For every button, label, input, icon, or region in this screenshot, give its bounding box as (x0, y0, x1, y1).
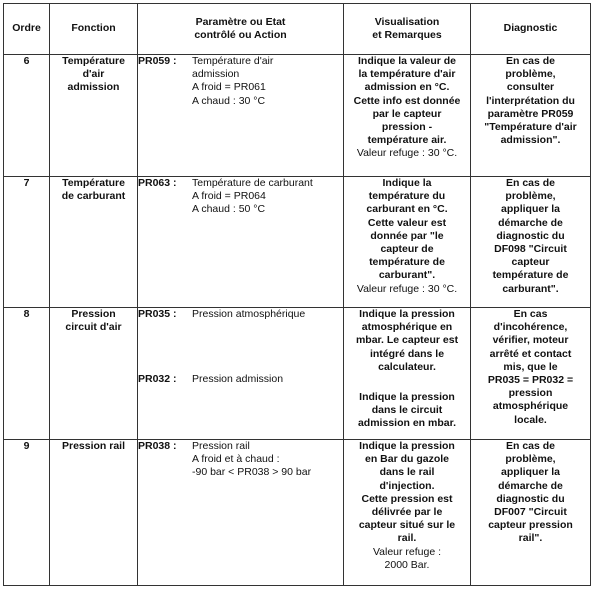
header-visualisation (344, 4, 471, 55)
param-line: Température de carburant (192, 177, 313, 189)
diag-line: En cas (513, 308, 548, 320)
fonction-line: circuit d'air (65, 321, 122, 334)
visu-line: délivrée par le (371, 506, 443, 519)
param-body (192, 440, 343, 480)
visu-line: Cette info est donnée (353, 94, 461, 107)
header-visu-line: et Remarques (372, 29, 442, 41)
param-entry (138, 373, 343, 386)
param-line: Température d'air (192, 55, 274, 67)
diag-line: d'incohérence, (493, 321, 568, 334)
visu-line: par le capteur (372, 107, 442, 120)
header-fonction: Fonction (50, 4, 138, 55)
visu-line: admission en mbar. (357, 417, 457, 430)
diag-line: consulter (506, 81, 555, 94)
visu-line: donnée par "le (370, 229, 444, 242)
visu-line: Cette pression est (361, 492, 453, 505)
cell-parametre (138, 440, 344, 586)
header-parametre (138, 4, 344, 55)
param-body (192, 177, 343, 217)
diag-line: DF007 "Circuit (494, 506, 567, 519)
param-code: PR035 : (138, 308, 177, 320)
param-entry (138, 55, 343, 108)
diag-line: démarche de (498, 479, 563, 492)
diag-line: appliquer la (501, 203, 560, 216)
cell-fonction (50, 55, 138, 177)
param-line: Pression rail (192, 440, 250, 452)
diag-line: température de (492, 269, 569, 282)
diag-line: DF098 "Circuit (494, 243, 567, 256)
diag-line: capteur (511, 256, 550, 269)
visu-line: carburant en °C. (366, 203, 448, 216)
visu-line: d'injection. (379, 479, 435, 492)
diagnostic-table (3, 3, 591, 586)
diag-line: démarche de (498, 216, 563, 229)
visu-spacer (344, 374, 470, 391)
diag-line: problème, (505, 453, 556, 466)
cell-diagnostic (471, 440, 591, 586)
cell-parametre (138, 308, 344, 440)
param-code: PR032 : (138, 373, 177, 386)
visu-refuge: 2000 Bar. (384, 558, 430, 571)
visu-refuge: Valeur refuge : 30 °C. (356, 147, 458, 160)
cell-diagnostic (471, 55, 591, 177)
diag-line: arrêté et contact (489, 347, 572, 360)
visu-line: Indique la pression (359, 308, 455, 320)
diag-line: "Température d'air (484, 121, 577, 134)
diag-line: paramètre PR059 (487, 107, 574, 120)
diag-line: pression (508, 387, 553, 400)
diag-line: rail". (518, 532, 543, 545)
visu-line: intégré dans le (369, 347, 445, 360)
param-entry (138, 308, 343, 321)
diag-line: carburant". (502, 282, 559, 295)
cell-parametre (138, 177, 344, 308)
visu-line: rail. (397, 532, 417, 545)
diag-line: locale. (514, 413, 547, 426)
visu-line: Indique la valeur de (357, 55, 457, 67)
table-row (4, 55, 591, 177)
param-line: Pression admission (192, 373, 284, 386)
cell-fonction (50, 308, 138, 440)
diag-line: mis, que le (503, 360, 558, 373)
cell-ordre: 7 (4, 177, 50, 308)
param-line: A froid et à chaud : (192, 453, 280, 466)
diag-line: vérifier, moteur (492, 334, 569, 347)
fonction-line: Température (62, 55, 125, 67)
fonction-line: de carburant (61, 190, 126, 203)
visu-refuge: Valeur refuge : 30 °C. (356, 282, 458, 295)
param-code: PR038 : (138, 440, 177, 452)
cell-visualisation (344, 177, 471, 308)
diag-line: capteur pression (488, 519, 573, 532)
param-line: A chaud : 30 °C (192, 94, 266, 107)
table-row (4, 308, 591, 440)
diag-line: problème, (505, 190, 556, 203)
param-line: Pression atmosphérique (192, 308, 306, 320)
visu-line: température air. (367, 134, 447, 147)
table-header-row (4, 4, 591, 55)
param-line: -90 bar < PR038 > 90 bar (192, 466, 312, 479)
visu-line: carburant". (378, 269, 436, 282)
param-body (192, 373, 343, 386)
param-code: PR059 : (138, 55, 177, 67)
table-row (4, 440, 591, 586)
param-body (192, 55, 343, 108)
diag-line: En cas de (505, 440, 556, 452)
param-line: A froid = PR064 (192, 190, 266, 203)
fonction-line: Pression (71, 308, 116, 320)
param-entry (138, 440, 343, 480)
cell-ordre: 9 (4, 440, 50, 586)
visu-line: en Bar du gazole (364, 453, 449, 466)
diag-line: diagnostic du (496, 229, 565, 242)
visu-line: température de (369, 256, 445, 269)
param-line: A froid = PR061 (192, 81, 266, 94)
fonction-line: Température (62, 177, 125, 189)
visu-line: pression - (381, 121, 433, 134)
visu-refuge: Valeur refuge : (372, 545, 442, 558)
cell-visualisation (344, 55, 471, 177)
param-body (192, 308, 343, 321)
fonction-line: Pression rail (61, 440, 126, 452)
diag-line: problème, (505, 68, 556, 81)
table-row (4, 177, 591, 308)
diag-line: l'interprétation du (486, 94, 575, 107)
visu-line: calculateur. (378, 360, 436, 373)
diag-line: En cas de (505, 55, 556, 67)
header-ordre: Ordre (4, 4, 50, 55)
cell-fonction (50, 440, 138, 586)
visu-line: dans le rail (379, 466, 435, 479)
header-param-line: contrôlé ou Action (194, 29, 287, 41)
diag-line: PR035 = PR032 = (487, 374, 574, 387)
param-code: PR063 : (138, 177, 177, 189)
diag-line: En cas de (505, 177, 556, 189)
diag-line: atmosphérique (492, 400, 569, 413)
diag-line: diagnostic du (496, 492, 565, 505)
fonction-line: admission (67, 81, 120, 94)
param-line: admission (192, 68, 240, 81)
visu-line: Cette valeur est (367, 216, 447, 229)
cell-visualisation (344, 440, 471, 586)
visu-line: Indique la pression (359, 440, 455, 452)
header-param-line: Paramètre ou Etat (195, 15, 286, 28)
visu-line: Indique la pression (359, 391, 455, 404)
cell-diagnostic (471, 177, 591, 308)
diag-line: appliquer la (501, 466, 560, 479)
visu-line: la température d'air (358, 68, 456, 81)
header-diagnostic: Diagnostic (471, 4, 591, 55)
cell-parametre (138, 55, 344, 177)
cell-visualisation (344, 308, 471, 440)
visu-line: dans le circuit (371, 404, 443, 417)
visu-line: Indique la (382, 177, 432, 189)
visu-line: mbar. Le capteur est (355, 334, 459, 347)
header-visu-line: Visualisation (374, 15, 440, 28)
cell-fonction (50, 177, 138, 308)
visu-line: atmosphérique en (361, 321, 453, 334)
visu-line: admission en °C. (364, 81, 450, 94)
cell-diagnostic (471, 308, 591, 440)
visu-line: capteur situé sur le (358, 519, 456, 532)
fonction-line: d'air (82, 68, 105, 81)
visu-line: température du (368, 190, 446, 203)
param-line: A chaud : 50 °C (192, 203, 266, 216)
visu-line: capteur de (380, 243, 434, 256)
param-spacer (138, 321, 343, 373)
diag-line: admission". (500, 134, 561, 147)
cell-ordre: 6 (4, 55, 50, 177)
param-entry (138, 177, 343, 217)
cell-ordre: 8 (4, 308, 50, 440)
